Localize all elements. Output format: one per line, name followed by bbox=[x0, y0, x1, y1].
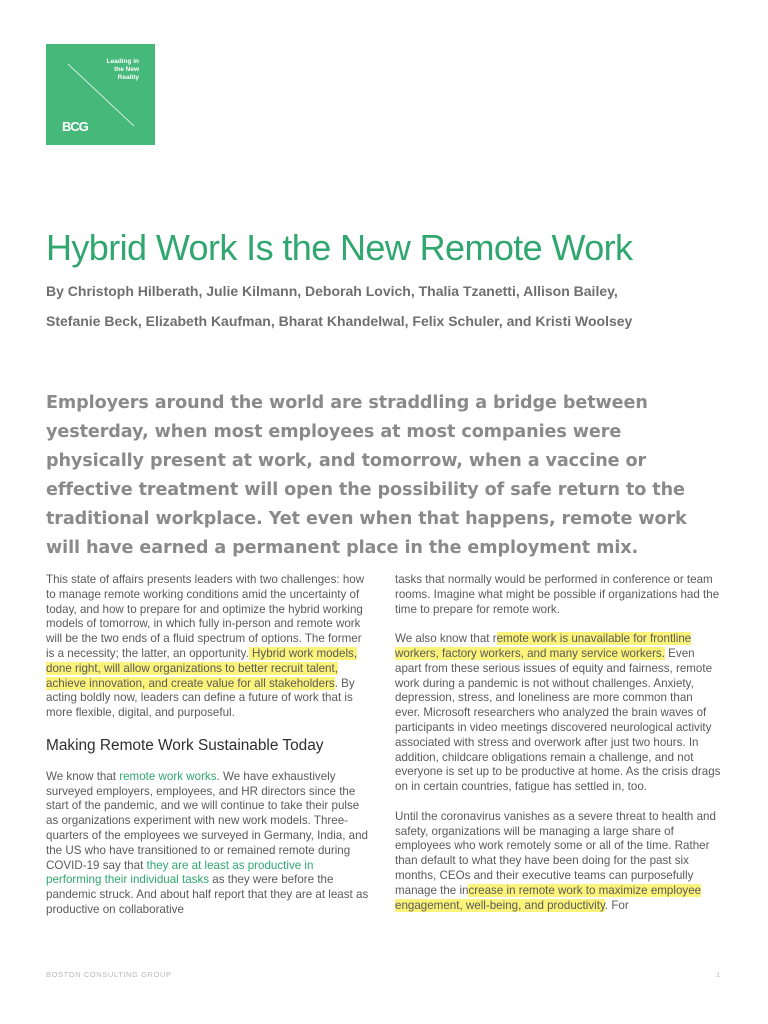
body-paragraph bbox=[395, 632, 721, 795]
logo-tagline-line: Reality bbox=[117, 74, 139, 81]
highlighted-text: crease in remote work to maximize employee engagement, well-being, and productivity bbox=[395, 883, 702, 912]
bcg-logo bbox=[46, 44, 155, 145]
logo-tagline bbox=[79, 58, 139, 82]
footer-organization: BOSTON CONSULTING GROUP bbox=[46, 970, 172, 979]
body-paragraph bbox=[46, 573, 372, 721]
body-paragraph: tasks that normally would be performed in conference or team rooms. Imagine what might be possible if organizations had the time to prepare for remote work. bbox=[395, 573, 720, 616]
body-text: We know that bbox=[46, 769, 120, 783]
left-column bbox=[46, 573, 372, 933]
body-text: This state of affairs presents leaders with two challenges: how to manage remote working conditions amid the uncertainty of today, and how to prepare for and optimize the hybrid working models of tomorrow, in which fully in-person and remote work will be the two ends of a fluid spectrum of options. The former is a necessity; the latter, an opportunity. bbox=[46, 573, 365, 660]
logo-tagline-line: the New bbox=[114, 66, 139, 73]
highlighted-text: emote work is unavailable for frontline workers, factory workers, and many service workers. bbox=[395, 632, 692, 660]
inline-link[interactable]: remote work works bbox=[119, 769, 217, 783]
body-text: Until the coronavirus vanishes as a severe threat to health and safety, organizations will be managing a large share of employees who work remotely some or all of the time. Rather than default to what they have been doing for the past six months, CEOs and their executive teams can purposefully manage the in bbox=[395, 809, 716, 897]
body-text: Even apart from these serious issues of equity and fairness, remote work during a pandemic is not without challenges. Anxiety, depression, stress, and loneliness are more common than ever. Microsoft researchers who analyzed the brain waves of participants in video meetings discovered neurological activity associated with stress and overwork after just two hours. In addition, childcare obligations remain a challenge, and not everyone is set up to be productive at home. As the crisis drags on in certain countries, fatigue has settled in, too. bbox=[395, 646, 721, 794]
section-heading: Making Remote Work Sustainable Today bbox=[46, 736, 324, 754]
author-byline bbox=[46, 276, 736, 336]
logo-tagline-line: Leading in bbox=[106, 58, 139, 65]
body-text: . We have exhaustively surveyed employers, employees, and HR directors since the start of the pandemic, and we will continue to take their pulse as organizations experiment with new work models. Three-quarters of the employees we surveyed in Germany, India, and the US who have transitioned to or remained remote during COVID-19 say that bbox=[46, 769, 369, 872]
body-paragraph bbox=[46, 770, 372, 918]
body-text: . For bbox=[604, 898, 629, 912]
logo-brand: BCG bbox=[62, 119, 88, 134]
page-number: 1 bbox=[716, 970, 721, 979]
page-title: Hybrid Work Is the New Remote Work bbox=[46, 227, 633, 268]
body-text: . By acting boldly now, leaders can define a future of work that is more flexible, digital, and purposeful. bbox=[46, 676, 355, 720]
lead-paragraph: Employers around the world are straddling a bridge between yesterday, when most employees at most companies were physically present at work, and tomorrow, when a vaccine or effective treatment will open the possibility of safe return to the traditional workplace. Yet even when that happens, remote work will have earned a permanent place in the employment mix. bbox=[46, 393, 687, 558]
author-line: Stefanie Beck, Elizabeth Kaufman, Bharat Khandelwal, Felix Schuler, and Kristi Woolsey bbox=[46, 313, 633, 329]
right-column bbox=[395, 573, 721, 928]
body-text: as they were before the pandemic struck. And about half report that they are at least as productive on collaborative bbox=[46, 873, 369, 916]
highlighted-text: Hybrid work models, done right, will allow organizations to better recruit talent, achieve innovation, and create value for all stakeholders bbox=[46, 646, 358, 690]
inline-link[interactable]: they are at least as productive in performing their individual tasks bbox=[46, 858, 314, 887]
body-paragraph bbox=[395, 810, 721, 914]
author-line: By Christoph Hilberath, Julie Kilmann, Deborah Lovich, Thalia Tzanetti, Allison Bailey, bbox=[46, 283, 618, 299]
body-text: We also know that r bbox=[395, 632, 497, 646]
